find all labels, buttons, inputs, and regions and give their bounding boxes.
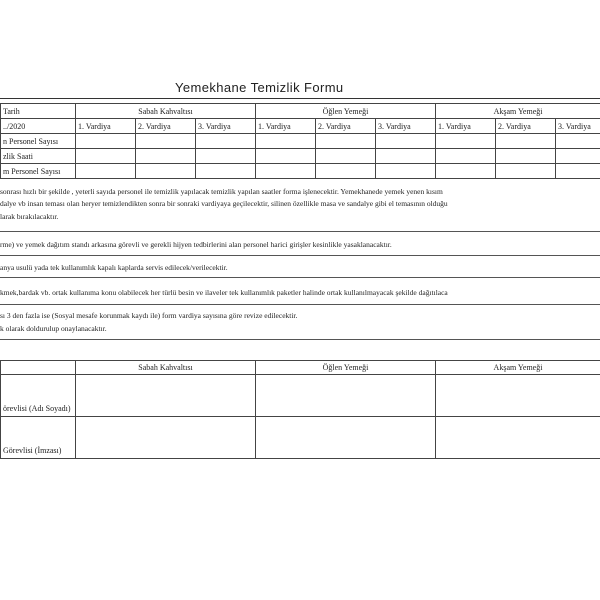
form-cell[interactable] xyxy=(76,375,256,417)
note-line: dalye vb insan teması olan heryer temizlendikten sonra bir sonraki vardiyaya geçilecektir, silinen özellikle masa ve sandalye gibi el temasının olduğu xyxy=(0,199,448,208)
form-cell[interactable] xyxy=(436,134,496,149)
note-line: k olarak doldurulup onaylanacaktır. xyxy=(0,324,107,333)
note-line: anya usulü yada tek kullanımlık kapalı kaplarda servis edilecek/verilecektir. xyxy=(0,263,228,272)
form-cell[interactable] xyxy=(76,134,136,149)
breakfast-shift-3: 3. Vardiya xyxy=(196,119,256,134)
date-value[interactable]: ../2020 xyxy=(1,119,76,134)
meal-header-lunch: Öğlen Yemeği xyxy=(256,104,436,119)
note-divider xyxy=(0,255,600,256)
form-cell[interactable] xyxy=(256,149,316,164)
meal-header-lunch: Öğlen Yemeği xyxy=(256,361,436,375)
lunch-shift-3: 3. Vardiya xyxy=(376,119,436,134)
table-row xyxy=(1,149,600,164)
note-line: sonrası hızlı bir şekilde , yeterli sayıda personel ile temizlik yapılacak temizlik yapılan saatler forma işlenecektir. Yemekhanede yemek yenen kısım xyxy=(0,187,443,196)
dinner-shift-2: 2. Vardiya xyxy=(496,119,556,134)
row-label-personnel-count: n Personel Sayısı xyxy=(1,134,76,149)
form-cell[interactable] xyxy=(376,149,436,164)
form-cell[interactable] xyxy=(256,417,436,459)
lunch-shift-1: 1. Vardiya xyxy=(256,119,316,134)
form-cell[interactable] xyxy=(556,134,600,149)
form-cell[interactable] xyxy=(256,134,316,149)
blank-header-cell xyxy=(1,361,76,375)
form-cell[interactable] xyxy=(436,164,496,179)
meal-header-dinner: Akşam Yemeği xyxy=(436,361,600,375)
form-cell[interactable] xyxy=(436,149,496,164)
form-cell[interactable] xyxy=(316,134,376,149)
meal-header-breakfast: Sabah Kahvaltısı xyxy=(76,104,256,119)
row-label-cleaning-time: zlik Saati xyxy=(1,149,76,164)
shift-schedule-table xyxy=(0,103,600,179)
meal-header-row xyxy=(1,361,600,375)
form-cell[interactable] xyxy=(196,149,256,164)
meal-header-row xyxy=(1,104,600,119)
form-cell[interactable] xyxy=(496,149,556,164)
form-cell[interactable] xyxy=(496,134,556,149)
form-cell[interactable] xyxy=(556,164,600,179)
note-line: larak bırakılacaktır. xyxy=(0,212,59,221)
meal-header-breakfast: Sabah Kahvaltısı xyxy=(76,361,256,375)
form-cell[interactable] xyxy=(496,164,556,179)
dinner-shift-3: 3. Vardiya xyxy=(556,119,600,134)
date-label: Tarih xyxy=(1,104,76,119)
note-divider xyxy=(0,304,600,305)
meal-header-dinner: Akşam Yemeği xyxy=(436,104,600,119)
note-divider xyxy=(0,277,600,278)
form-cell[interactable] xyxy=(136,149,196,164)
form-cell[interactable] xyxy=(436,375,600,417)
form-cell[interactable] xyxy=(136,134,196,149)
form-cell[interactable] xyxy=(136,164,196,179)
form-cell[interactable] xyxy=(76,417,256,459)
form-cell[interactable] xyxy=(316,149,376,164)
form-cell[interactable] xyxy=(256,375,436,417)
table-row xyxy=(1,417,600,459)
dinner-shift-1: 1. Vardiya xyxy=(436,119,496,134)
signature-table xyxy=(0,360,600,459)
form-title: Yemekhane Temizlik Formu xyxy=(175,80,344,95)
note-line: kmek,bardak vb. ortak kullanıma konu olabilecek her türlü besin ve ilaveler tek kullanımlık paketler halinde ortak kullanılmayacak şekilde dağıtılaca xyxy=(0,288,448,297)
table-row xyxy=(1,134,600,149)
row-label-cleaning-personnel-count: m Personel Sayısı xyxy=(1,164,76,179)
table-row xyxy=(1,164,600,179)
note-line: sı 3 den fazla ise (Sosyal mesafe korunmak kaydı ile) form vardiya sayısına göre revize edilecektir. xyxy=(0,311,298,320)
note-divider xyxy=(0,231,600,232)
row-label-staff-signature: Görevlisi (İmzası) xyxy=(1,417,76,459)
form-cell[interactable] xyxy=(376,164,436,179)
lunch-shift-2: 2. Vardiya xyxy=(316,119,376,134)
form-cell[interactable] xyxy=(256,164,316,179)
form-cell[interactable] xyxy=(376,134,436,149)
row-label-staff-name: örevlisi (Adı Soyadı) xyxy=(1,375,76,417)
title-divider xyxy=(0,98,600,99)
breakfast-shift-1: 1. Vardiya xyxy=(76,119,136,134)
form-cell[interactable] xyxy=(556,149,600,164)
form-cell[interactable] xyxy=(76,164,136,179)
form-cell[interactable] xyxy=(196,164,256,179)
breakfast-shift-2: 2. Vardiya xyxy=(136,119,196,134)
note-line: rme) ve yemek dağıtım standı arkasına görevli ve gerekli hijyen tedbirlerini alan personel harici girişler kesinlikle yasaklanacaktır. xyxy=(0,240,392,249)
table-row xyxy=(1,375,600,417)
rules-notes xyxy=(0,183,600,353)
form-cell[interactable] xyxy=(436,417,600,459)
form-cell[interactable] xyxy=(316,164,376,179)
note-divider xyxy=(0,339,600,340)
shift-header-row xyxy=(1,119,600,134)
form-cell[interactable] xyxy=(76,149,136,164)
form-cell[interactable] xyxy=(196,134,256,149)
